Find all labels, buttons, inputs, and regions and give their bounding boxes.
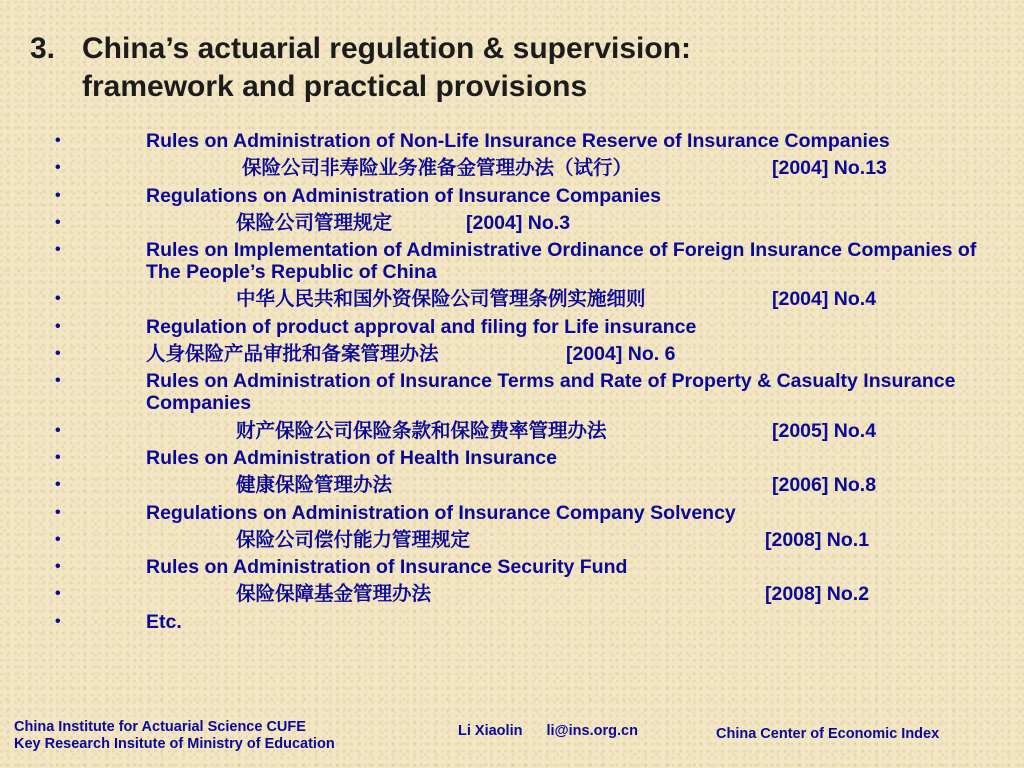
list-item [0,556,1024,578]
footer-center: China Center of Economic Index [716,726,940,742]
list-item [0,370,1024,414]
bullet-icon: • [55,421,61,439]
list-item [0,185,1024,207]
list-item [0,474,1024,496]
regulation-english-title: Regulations on Administration of Insurance Company Solvency [146,501,736,524]
list-item [0,611,1024,633]
footer-institution [14,719,335,753]
regulation-reference: [2004] No. 6 [566,343,676,366]
footer-author-info [458,723,638,740]
regulation-chinese-title: 人身保险产品审批和备案管理办法 [146,343,439,366]
list-item-content [0,212,1024,234]
list-item-content [0,288,1024,310]
list-item [0,583,1024,605]
regulation-chinese-title: 财产保险公司保险条款和保险费率管理办法 [236,419,607,442]
list-item-content [0,343,1024,365]
regulation-english-title: Rules on Administration of Health Insurance [146,446,557,469]
list-item-content [0,529,1024,551]
footer-author: Li Xiaolin [458,723,523,739]
regulation-chinese-title: 保险公司管理规定 [236,211,393,234]
regulation-chinese-title: 保险公司非寿险业务准备金管理办法（试行） [242,157,633,180]
list-item [0,447,1024,469]
list-item [0,420,1024,442]
list-item [0,316,1024,338]
title-text [82,30,1010,106]
bullet-icon: • [55,317,61,335]
regulation-english-title: Rules on Administration of Non-Life Insurance Reserve of Insurance Companies [146,130,890,152]
list-item [0,529,1024,551]
regulation-list [0,130,1024,638]
footer-institution-line-1: China Institute for Actuarial Science CUFE [14,719,306,735]
regulation-reference: [2008] No.2 [765,583,870,606]
bullet-icon: • [55,448,61,466]
bullet-icon: • [55,241,61,259]
bullet-icon: • [55,503,61,521]
bullet-icon: • [55,132,61,149]
bullet-icon: • [55,290,61,308]
bullet-icon: • [55,159,61,177]
regulation-english-title: Regulation of product approval and filing for Life insurance [146,315,697,338]
list-item [0,239,1024,283]
bullet-icon: • [55,213,61,231]
bullet-icon: • [55,585,61,603]
regulation-reference: [2004] No.4 [772,288,877,311]
title-line-2: framework and practical provisions [82,70,588,103]
list-item [0,288,1024,310]
bullet-icon: • [55,372,61,390]
title-line-1: China’s actuarial regulation & supervision: [82,32,692,65]
bullet-icon: • [55,476,61,494]
regulation-reference: [2005] No.4 [772,419,877,442]
bullet-icon: • [55,558,61,576]
title-number: 3. [30,32,56,65]
bullet-icon: • [55,345,61,363]
regulation-chinese-title: 健康保险管理办法 [236,474,393,497]
regulation-chinese-title: 保险保障基金管理办法 [236,583,432,606]
regulation-english-title: Rules on Administration of Insurance Security Fund [146,556,628,579]
regulation-chinese-title: 中华人民共和国外资保险公司管理条例实施细则 [236,288,646,311]
regulation-reference: [2004] No.13 [772,157,887,180]
regulation-chinese-title: 保险公司偿付能力管理规定 [236,528,471,551]
regulation-reference: [2008] No.1 [765,528,870,551]
regulation-reference: [2004] No.3 [466,211,571,234]
list-item-content [0,583,1024,605]
regulation-reference: [2006] No.8 [772,474,877,497]
regulation-english-title: Rules on Administration of Insurance Terms and Rate of Property & Casualty Insurance Companies [146,370,956,415]
list-item [0,343,1024,365]
bullet-icon: • [55,186,61,204]
regulation-english-title: Regulations on Administration of Insurance Companies [146,184,661,207]
bullet-icon: • [55,612,61,630]
footer-institution-line-2: Key Research Insitute of Ministry of Education [14,736,335,752]
footer-email: li@ins.org.cn [546,723,638,739]
list-item [0,157,1024,179]
list-item-content [0,420,1024,442]
list-item-content [0,157,1024,179]
list-item [0,212,1024,234]
regulation-english-title: Rules on Implementation of Administrative Ordinance of Foreign Insurance Companies of The People’s Republic of China [146,239,977,284]
list-item [0,130,1024,152]
list-item-content [0,474,1024,496]
list-item [0,502,1024,524]
slide-title [30,30,1010,106]
bullet-icon: • [55,530,61,548]
regulation-english-title: Etc. [146,610,182,633]
